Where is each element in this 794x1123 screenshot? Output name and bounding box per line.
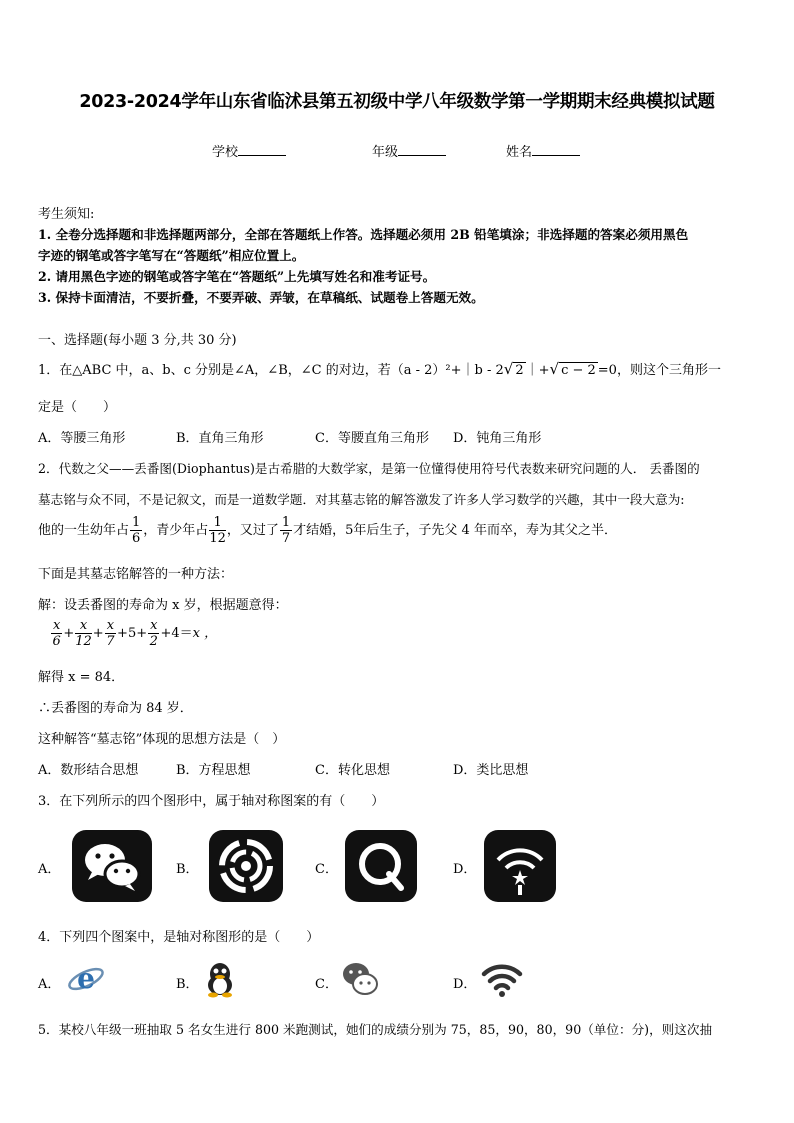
wifi-tower-icon[interactable] xyxy=(484,830,556,902)
q2-option-c[interactable]: C．转化思想 xyxy=(315,763,390,778)
q1-sqrt-2: 2 xyxy=(515,363,524,378)
frac-denominator: 7 xyxy=(281,531,291,546)
wechat-icon[interactable] xyxy=(72,830,152,902)
frac-numerator: 1 xyxy=(132,515,141,530)
section-heading: 一、选择题(每小题 3 分,共 30 分) xyxy=(38,333,237,348)
frac-denominator: 6 xyxy=(132,531,141,546)
frac-numerator: 1 xyxy=(209,515,226,531)
q3-label-c[interactable]: C． xyxy=(315,862,338,877)
q4-label-d[interactable]: D． xyxy=(453,977,477,992)
q2-line: 下面是其墓志铭解答的一种方法： xyxy=(38,567,234,582)
q2-option-b[interactable]: B．方程思想 xyxy=(176,763,251,778)
notice-heading: 考生须知: xyxy=(38,207,95,222)
q3-stem: 3．在下列所示的四个图形中，属于轴对称图案的有（ ） xyxy=(38,794,385,809)
qq-penguin-icon[interactable] xyxy=(202,960,238,998)
question-1-stem: 1．在△ABC 中，a、b、c 分别是∠A，∠B，∠C 的对边，若（a - 2）²+｜b - 2√ 2 ｜+√ c − 2 =0，则这个三角形一 xyxy=(38,360,721,378)
q2-line: 2．代数之父——丢番图(Diophantus)是古希腊的大数学家，是第一位懂得使用符号代表数来研究问题的人． 丢番图的 xyxy=(38,461,700,476)
q4-label-a[interactable]: A． xyxy=(38,977,61,992)
chat-bubbles-icon[interactable] xyxy=(340,960,380,998)
q2-option-a[interactable]: A．数形结合思想 xyxy=(38,763,139,778)
q2-text: 他的一生幼年占 xyxy=(38,523,130,538)
q2-line: 解：设丢番图的寿命为 x 岁，根据题意得： xyxy=(38,598,288,613)
q2-text: ，青少年占 xyxy=(143,523,209,538)
q4-label-c[interactable]: C． xyxy=(315,977,338,992)
frac-denominator: 12 xyxy=(209,531,226,546)
grade-field[interactable] xyxy=(372,141,446,160)
swirl-icon[interactable] xyxy=(209,830,283,902)
grade-label: 年级 xyxy=(372,145,399,160)
q1-option-c[interactable]: C．等腰直角三角形 xyxy=(315,431,429,446)
notice-item: 字迹的钢笔或答字笔写在“答题纸”相应位置上。 xyxy=(38,248,305,263)
q2-line: 墓志铭与众不同，不是记叙文，而是一道数学题．对其墓志铭的解答激发了许多人学习数学的兴趣，其中一段大意为: xyxy=(38,492,685,507)
q2-option-d[interactable]: D．类比思想 xyxy=(453,763,529,778)
notice-item: 1. 全卷分选择题和非选择题两部分，全部在答题纸上作答。选择题必须用 2B 铅笔填涂；非选择题的答案必须用黑色 xyxy=(38,227,689,242)
notice-item: 3. 保持卡面清洁，不要折叠，不要弄破、弄皱，在草稿纸、试题卷上答题无效。 xyxy=(38,290,484,305)
q3-label-d[interactable]: D． xyxy=(453,862,477,877)
q1-option-b[interactable]: B．直角三角形 xyxy=(176,431,264,446)
wifi-signal-icon[interactable] xyxy=(480,960,524,998)
q5-stem: 5．某校八年级一班抽取 5 名女生进行 800 米跑测试，她们的成绩分别为 75，85，90，80，90（单位：分)，则这次抽 xyxy=(38,1022,713,1037)
name-field[interactable] xyxy=(506,141,580,160)
school-field[interactable] xyxy=(212,141,286,160)
school-blank xyxy=(238,143,286,156)
q2-text: 才结婚，5年后生子，子先父 4 年而卒，寿为其父之半． xyxy=(293,523,617,538)
q3-label-a[interactable]: A． xyxy=(38,862,61,877)
q2-line-fractions xyxy=(38,515,617,546)
q2-text: ，又过了 xyxy=(226,523,279,538)
q2-equation: $\frac{x}{6}$ + $\frac{x}{12}$ + $\frac{x}{7}$ +5+ $\frac{x}{2}$ +4＝x ， xyxy=(52,618,218,649)
q1-text-a: 1．在△ABC 中，a、b、c 分别是∠A，∠B，∠C 的对边，若（a - 2）²+｜b - 2 xyxy=(38,363,504,378)
name-label: 姓名 xyxy=(506,145,533,160)
q2-line: ∴丢番图的寿命为 84 岁． xyxy=(38,701,193,716)
q1-text-c: =0，则这个三角形一 xyxy=(597,363,721,378)
q1-option-d[interactable]: D．钝角三角形 xyxy=(453,431,542,446)
notice-item: 2. 请用黑色字迹的钢笔或答字笔在“答题纸”上先填写姓名和准考证号。 xyxy=(38,269,436,284)
name-blank xyxy=(532,143,580,156)
grade-blank xyxy=(398,143,446,156)
q4-label-b[interactable]: B． xyxy=(176,977,199,992)
school-label: 学校 xyxy=(212,145,239,160)
q-letter-icon[interactable] xyxy=(345,830,417,902)
svg-text:e: e xyxy=(77,962,95,995)
q1-sqrt-c: c − 2 xyxy=(561,363,596,378)
q3-label-b[interactable]: B． xyxy=(176,862,199,877)
q4-stem: 4．下列四个图案中，是轴对称图形的是（ ） xyxy=(38,930,320,945)
q2-line: 这种解答“墓志铭”体现的思想方法是（ ） xyxy=(38,732,286,747)
page-title: 2023-2024学年山东省临沭县第五初级中学八年级数学第一学期期末经典模拟试题 xyxy=(79,92,715,112)
ie-browser-icon[interactable] xyxy=(66,960,106,998)
frac-numerator: 1 xyxy=(281,515,291,530)
q1-text-b: ｜+ xyxy=(525,363,550,378)
q1-option-a[interactable]: A．等腰三角形 xyxy=(38,431,126,446)
question-1-stem-cont: 定是（ ） xyxy=(38,400,117,415)
q2-line: 解得 x = 84． xyxy=(38,670,125,685)
